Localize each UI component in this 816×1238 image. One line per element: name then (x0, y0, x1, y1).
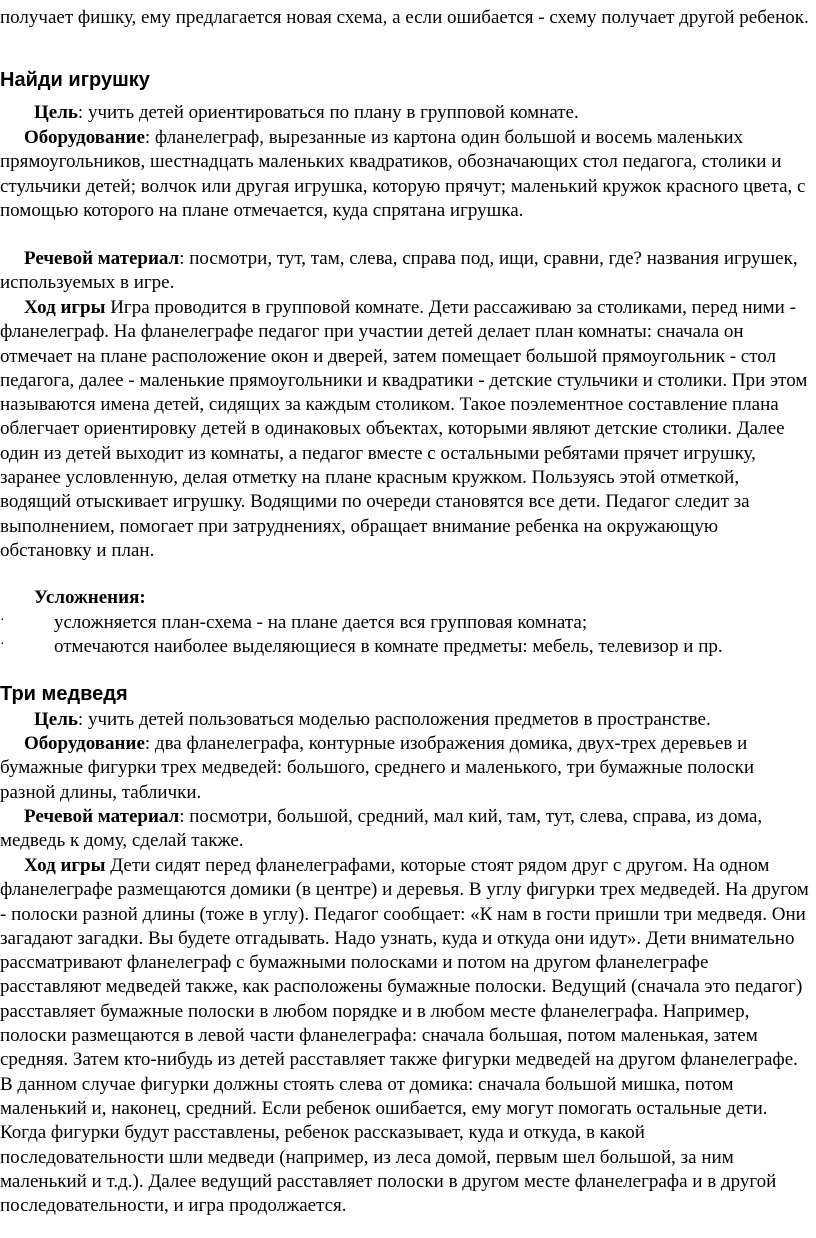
game2-speech-text: : посмотри, большой, средний, мал кий, там, тут, слева, справа, из дома, медведь к дому, сделай также. (0, 806, 763, 852)
game1-title: Найди игрушку (0, 69, 150, 91)
game1-equipment-label: Оборудование (24, 127, 145, 148)
game2-equipment (0, 732, 810, 805)
game1-equipment (0, 126, 810, 223)
game2-goal-label: Цель (34, 709, 78, 730)
list-item-text: усложняется план-схема - на плане дается вся групповая комната; (54, 612, 588, 633)
bullet-dot-icon: · (0, 613, 5, 628)
game2-course (0, 854, 810, 1218)
game1-speech (0, 247, 810, 296)
game1-course (0, 296, 810, 563)
bullet-dot-icon: · (0, 637, 5, 652)
game2-speech-label: Речевой материал (24, 806, 180, 827)
list-item-text: отмечаются наиболее выделяющиеся в комнате предметы: мебель, телевизор и пр. (54, 636, 723, 657)
game1-complications (0, 586, 810, 610)
game2-goal (0, 708, 810, 732)
intro-paragraph: получает фишку, ему предлагается новая схема, а если ошибается - схему получает другой ребенок. (0, 7, 809, 28)
game2-title: Три медведя (0, 683, 128, 705)
game2-goal-text: : учить детей пользоваться моделью расположения предметов в пространстве. (77, 709, 711, 730)
game1-course-label: Ход игры (24, 297, 106, 318)
game1-complications-label: Усложнения: (34, 587, 146, 608)
game1-speech-text: : посмотри, тут, там, слева, справа под, ищи, сравни, где? названия игрушек, используемых в игре. (0, 248, 798, 294)
game2-equipment-text: : два фланелеграфа, контурные изображения домика, двух-трех деревьев и бумажные фигурки трех медведей: большого, среднего и маленького, три бумажные полоски разной длины, таблички. (0, 733, 754, 803)
game1-course-text: Игра проводится в групповой комнате. Дети рассаживаю за столиками, перед ними - фланелеграф. На фланелеграфе педагог при участии детей делает план комнаты: сначала он отмечает на плане расположение окон и дверей, затем помещает большой прямоугольник - стол педагога, далее - маленькие прямоугольники и квадратики - детские стульчики и столики. При этом называются имена детей, сидящих за каждым столиком. Такое поэлементное составление плана облегчает ориентировку детей в одинаковых объектах, которыми являют детские столики. Далее один из детей выходит из комнаты, а педагог вместе с остальными ребятами прячет игрушку, заранее условленную, делая отметку на плане красным кружком. Пользуясь этой отметкой, водящий отыскивает игрушку. Водящими по очереди становятся все дети. Педагог следит за выполнением, помогает при затруднениях, обращает внимание ребенка на окружающую обстановку и план. (0, 297, 808, 561)
game2-course-label: Ход игры (24, 855, 106, 876)
game2-equipment-label: Оборудование (24, 733, 145, 754)
game1-goal (0, 101, 810, 125)
game1-goal-text: : учить детей ориентироваться по плану в групповой комнате. (77, 102, 579, 123)
game1-goal-label: Цель (34, 102, 78, 123)
game1-equipment-text: : фланелеграф, вырезанные из картона один большой и восемь маленьких прямоугольников, шестнадцать маленьких квадратиков, обозначающих стол педагога, столики и стульчики детей; волчок или другая игрушка, которую прячут; маленький кружок красного цвета, с помощью которого на плане отмечается, куда спрятана игрушка. (0, 127, 806, 221)
game2-speech (0, 805, 810, 854)
game1-speech-label: Речевой материал (24, 248, 180, 269)
game2-course-text: Дети сидят перед фланелеграфами, которые стоят рядом друг с другом. На одном фланелеграфе размещаются домики (в центре) и деревья. В углу фигурки трех медведей. На другом - полоски разной длины (тоже в углу). Педагог сообщает: «К нам в гости пришли три медведя. Они загадают загадки. Вы будете отгадывать. Надо узнать, куда и откуда они идут». Дети внимательно рассматривают фланелеграф с бумажными полосками и потом на другом фланелеграфе расставляют медведей также, как расположены бумажные полоски. Ведущий (сначала это педагог) расставляет бумажные полоски в любом порядке и в любом месте фланелеграфа. Например, полоски размещаются в левой части фланелеграфа: сначала большая, потом маленькая, затем средняя. Затем кто-нибудь из детей расставляет также фигурки медведей на другом фланелеграфе. В данном случае фигурки должны стоять слева от домика: сначала большой мишка, потом маленький и, наконец, средний. Если ребенок ошибается, ему могут помогать остальные дети. Когда фигурки будут расставлены, ребенок рассказывает, куда и откуда, в какой последовательности шли медведи (например, из леса домой, первым шел большой, за ним маленький и т.д.). Далее ведущий расставляет полоски в другом месте фланелеграфа и в другой последовательности, и игра продолжается. (0, 855, 809, 1217)
